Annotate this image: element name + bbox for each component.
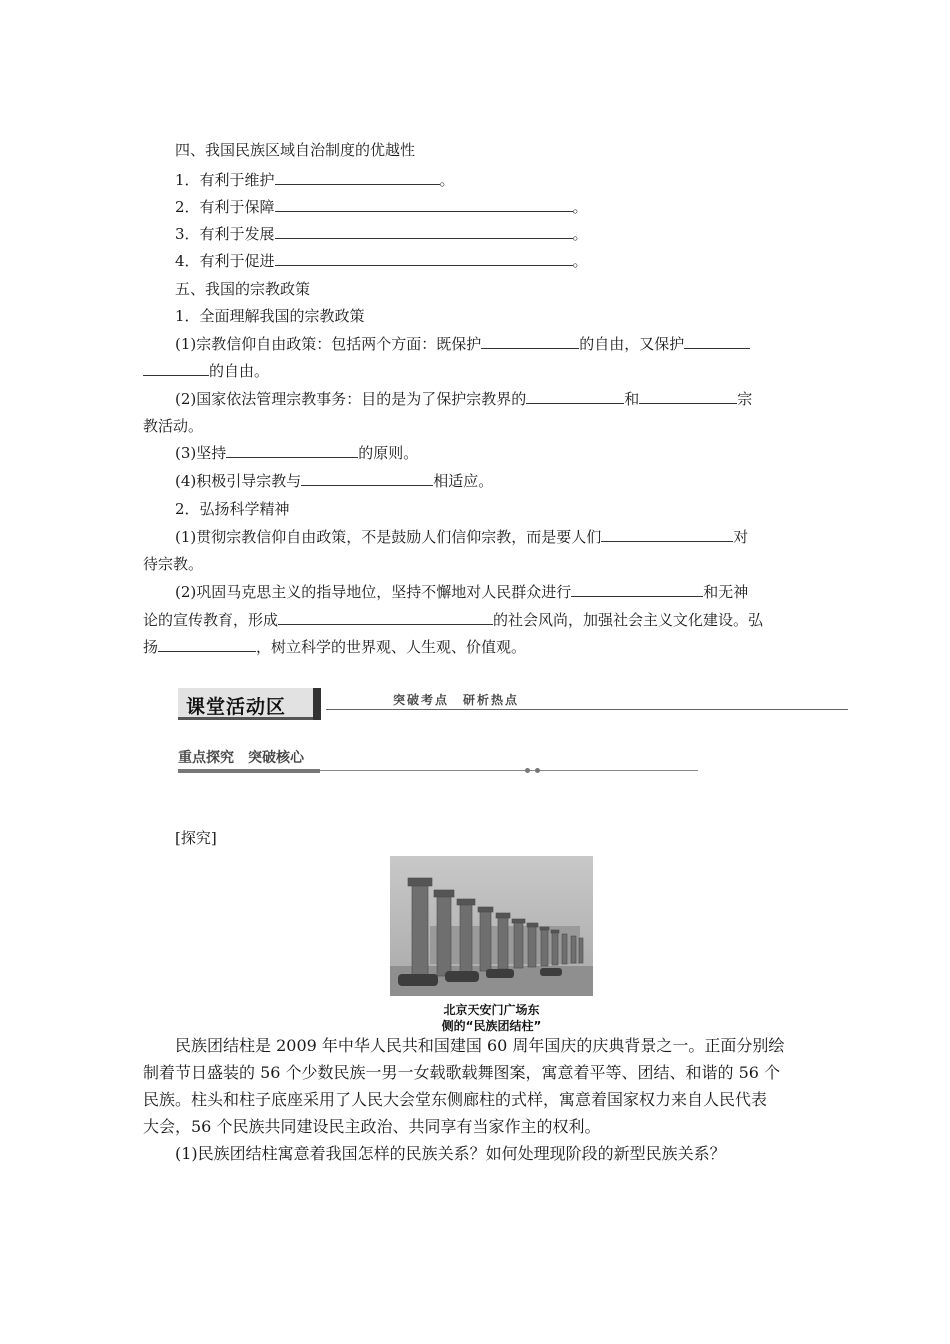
answer-blank[interactable]	[639, 389, 737, 404]
item-5-2-2: (2)巩固马克思主义的指导地位，坚持不懈地对人民群众进行 和无神	[175, 583, 749, 601]
item-5-1-4: (4)积极引导宗教与 相适应。	[175, 472, 494, 490]
answer-blank[interactable]	[684, 334, 750, 349]
paragraph-line: 制着节日盛装的 56 个少数民族一男一女载歌载舞图案，寓意着平等、团结、和谐的 56 个	[143, 1063, 781, 1082]
photo-caption-line1: 北京天安门广场东	[443, 1003, 540, 1017]
paragraph-line: 民族。柱头和柱子底座采用了人民大会堂东侧廊柱的式样，寓意着国家权力来自人民代表	[143, 1090, 768, 1109]
item-5-2-2-cont2: 扬 ，树立科学的世界观、人生观、价值观。	[143, 638, 527, 656]
section-bar	[178, 769, 320, 773]
banner-divider	[313, 688, 321, 720]
item-4-1: 1．有利于维护 。	[175, 171, 455, 189]
item-4-4: 4．有利于促进 。	[175, 252, 588, 270]
section-title: 重点探究 突破核心	[178, 750, 304, 766]
answer-blank[interactable]	[275, 224, 573, 239]
key-exploration-header	[178, 747, 548, 775]
item-5-1-2: (2)国家依法管理宗教事务：目的是为了保护宗教界的 和 宗	[175, 390, 753, 408]
answer-blank[interactable]	[275, 251, 573, 266]
answer-blank[interactable]	[301, 471, 433, 486]
dot-icon	[535, 768, 540, 773]
section-rule	[320, 770, 698, 771]
answer-blank[interactable]	[226, 443, 358, 458]
item-4-2: 2．有利于保障 。	[175, 198, 588, 216]
item-5-2-1: (1)贯彻宗教信仰自由政策，不是鼓励人们信仰宗教，而是要人们 对	[175, 528, 749, 546]
subheading-5-2: 2．弘扬科学精神	[175, 500, 290, 518]
item-5-1-2-cont: 教活动。	[143, 417, 204, 435]
item-4-3: 3．有利于发展 。	[175, 225, 588, 243]
banner-subtitle: 突破考点 研析热点	[393, 693, 520, 707]
answer-blank[interactable]	[526, 389, 624, 404]
answer-blank[interactable]	[275, 170, 440, 185]
answer-blank[interactable]	[571, 582, 703, 597]
question-1: (1)民族团结柱寓意着我国怎样的民族关系？如何处理现阶段的新型民族关系？	[175, 1144, 726, 1163]
answer-blank[interactable]	[481, 334, 579, 349]
subheading-5-1: 1．全面理解我国的宗教政策	[175, 307, 365, 325]
item-5-1-1-cont: 的自由。	[143, 361, 269, 381]
paragraph-line: 民族团结柱是 2009 年中华人民共和国建国 60 周年国庆的庆典背景之一。正面分别绘	[175, 1036, 785, 1055]
explore-label: [探究]	[175, 829, 217, 847]
banner-rule	[326, 709, 848, 710]
section-4-title: 四、我国民族区域自治制度的优越性	[175, 141, 416, 159]
paragraph-line: 大会，56 个民族共同建设民主政治、共同享有当家作主的权利。	[143, 1117, 601, 1136]
item-5-2-1-cont: 待宗教。	[143, 555, 204, 573]
answer-blank[interactable]	[143, 361, 209, 376]
item-5-1-3: (3)坚持 的原则。	[175, 444, 419, 462]
answer-blank[interactable]	[158, 637, 256, 652]
item-5-2-2-cont: 论的宣传教育，形成 的社会风尚，加强社会主义文化建设。弘	[143, 611, 764, 629]
unity-pillars-photo	[390, 856, 593, 996]
item-5-1-1: (1)宗教信仰自由政策：包括两个方面：既保护 的自由，又保护	[175, 334, 750, 354]
photo-caption-line2: 侧的“民族团结柱”	[441, 1019, 542, 1033]
answer-blank[interactable]	[278, 610, 493, 625]
answer-blank[interactable]	[275, 197, 573, 212]
classroom-activity-banner	[178, 688, 848, 724]
banner-title: 课堂活动区	[186, 696, 287, 718]
dot-icon	[525, 768, 530, 773]
answer-blank[interactable]	[601, 527, 733, 542]
section-5-title: 五、我国的宗教政策	[175, 280, 311, 298]
